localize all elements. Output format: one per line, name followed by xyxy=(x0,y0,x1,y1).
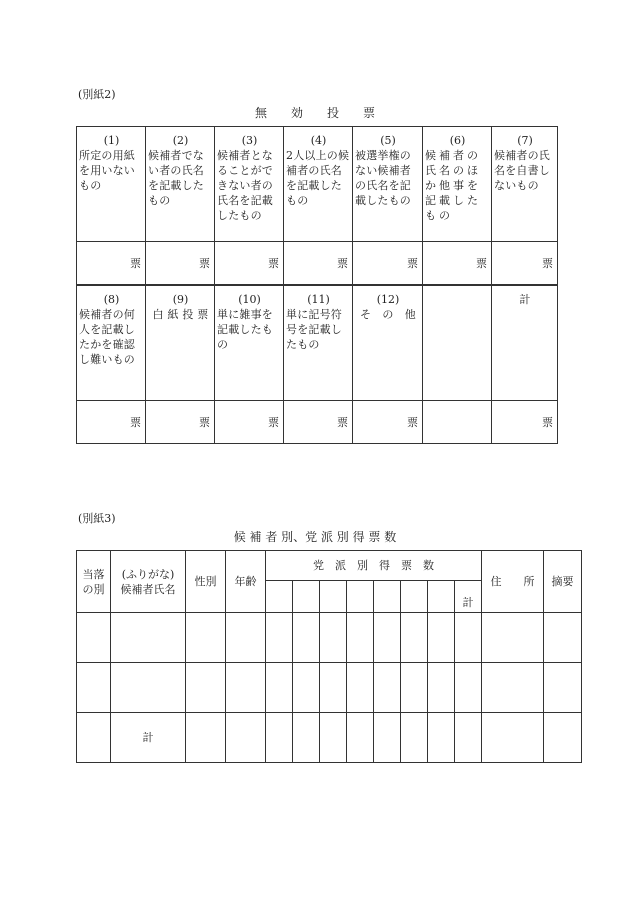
item-number: (5) xyxy=(380,134,396,147)
party-column xyxy=(401,581,428,613)
table-cell xyxy=(347,663,374,713)
table-cell xyxy=(111,613,186,663)
table-cell xyxy=(374,663,401,713)
party-votes-header: 党 派 別 得 票 数 xyxy=(266,551,482,581)
table-cell xyxy=(544,663,582,713)
table-cell xyxy=(353,127,423,242)
item-number: (12) xyxy=(376,293,400,306)
table-cell xyxy=(401,663,428,713)
table-cell xyxy=(320,613,347,663)
section3-label: (別紙3) xyxy=(78,512,116,525)
table-cell xyxy=(215,285,284,401)
table-cell xyxy=(293,613,320,663)
candidate-name-header: (ふりがな)候補者氏名 xyxy=(111,551,186,613)
table-cell xyxy=(186,713,226,763)
age-header: 年齢 xyxy=(226,551,266,613)
table-cell xyxy=(77,127,146,242)
item-description: 単に記号符号を記載したもの xyxy=(286,308,342,351)
table-cell xyxy=(347,613,374,663)
party-column xyxy=(374,581,401,613)
item-number: (4) xyxy=(310,134,327,147)
table-cell xyxy=(226,663,266,713)
vote-count-cell: 票 xyxy=(284,242,353,286)
table-cell xyxy=(320,663,347,713)
table-row xyxy=(77,285,558,401)
vote-count-cell: 票 xyxy=(146,401,215,444)
party-column xyxy=(293,581,320,613)
total-row xyxy=(77,713,582,763)
vote-count-cell xyxy=(423,401,492,444)
table-cell xyxy=(544,713,582,763)
table-cell xyxy=(492,127,558,242)
table-cell xyxy=(428,663,455,713)
table-cell xyxy=(492,285,558,401)
item-number: (9) xyxy=(172,293,189,306)
item-description: 白 紙 投 票 xyxy=(152,308,209,321)
party-total-header: 計 xyxy=(455,581,482,613)
table-cell xyxy=(401,613,428,663)
item-number: (1) xyxy=(103,134,120,147)
section2-label: (別紙2) xyxy=(78,88,116,101)
invalid-votes-table xyxy=(76,126,558,444)
table-cell xyxy=(320,713,347,763)
item-description: 候補者の氏名を自書しないもの xyxy=(494,149,550,192)
table-row xyxy=(77,242,558,286)
table-cell xyxy=(77,663,111,713)
party-column xyxy=(320,581,347,613)
table-cell xyxy=(428,613,455,663)
table-cell xyxy=(77,613,111,663)
table-cell xyxy=(455,613,482,663)
result-header: 当落の別 xyxy=(77,551,111,613)
table-cell xyxy=(353,285,423,401)
item-number: (3) xyxy=(241,134,258,147)
table-cell xyxy=(347,713,374,763)
table-header-row xyxy=(77,551,582,581)
party-column xyxy=(347,581,374,613)
table-cell xyxy=(266,713,293,763)
address-header: 住 所 xyxy=(482,551,544,613)
table-cell xyxy=(186,613,226,663)
table-cell xyxy=(455,663,482,713)
table-cell xyxy=(455,713,482,763)
vote-count-cell: 票 xyxy=(492,242,558,286)
vote-count-cell: 票 xyxy=(215,242,284,286)
table-cell xyxy=(146,127,215,242)
item-description: そ の 他 xyxy=(360,308,416,321)
item-description: 被選挙権のない候補者の氏名を記載したもの xyxy=(355,149,411,207)
vote-count-cell: 票 xyxy=(284,401,353,444)
table-cell xyxy=(293,663,320,713)
item-description: 候補者となることができない者の氏名を記載したもの xyxy=(217,149,273,222)
table-row xyxy=(77,663,582,713)
table-cell xyxy=(284,127,353,242)
vote-count-cell: 票 xyxy=(492,401,558,444)
table-cell xyxy=(215,127,284,242)
table-cell xyxy=(293,713,320,763)
vote-count-cell: 票 xyxy=(353,242,423,286)
item-description: 単に雑事を記載したもの xyxy=(217,308,273,351)
item-description: 候補者の氏名のほか他事を記載したもの xyxy=(425,149,481,222)
table-cell xyxy=(284,285,353,401)
section2-title: 無 効 投 票 xyxy=(254,106,375,120)
vote-count-cell: 票 xyxy=(215,401,284,444)
total-row-label: 計 xyxy=(111,713,186,763)
section3-title: 候 補 者 別、党 派 別 得 票 数 xyxy=(233,530,397,544)
vote-count-cell: 票 xyxy=(146,242,215,286)
table-cell xyxy=(374,613,401,663)
table-cell xyxy=(482,713,544,763)
item-number: (6) xyxy=(449,134,466,147)
table-cell xyxy=(374,713,401,763)
table-cell xyxy=(226,713,266,763)
vote-count-cell: 票 xyxy=(423,242,492,286)
item-description: 所定の用紙を用いないもの xyxy=(79,149,135,192)
table-row xyxy=(77,401,558,444)
votes-by-candidate-table xyxy=(76,550,582,763)
table-cell xyxy=(482,663,544,713)
item-number: (7) xyxy=(517,134,533,147)
table-cell xyxy=(186,663,226,713)
table-cell xyxy=(266,613,293,663)
table-cell xyxy=(77,285,146,401)
item-number: (11) xyxy=(307,293,330,306)
table-row xyxy=(77,127,558,242)
party-column xyxy=(428,581,455,613)
table-cell xyxy=(266,663,293,713)
item-description: 2人以上の候補者の氏名を記載したもの xyxy=(286,149,350,207)
table-cell xyxy=(146,285,215,401)
table-cell xyxy=(226,613,266,663)
item-description: 候補者でない者の氏名を記載したもの xyxy=(148,149,204,207)
vote-count-cell: 票 xyxy=(77,401,146,444)
table-cell xyxy=(423,127,492,242)
vote-count-cell: 票 xyxy=(77,242,146,286)
table-cell xyxy=(423,285,492,401)
total-label: 計 xyxy=(519,293,531,306)
item-description: 候補者の何人を記載したかを確認し難いもの xyxy=(79,308,135,366)
item-number: (8) xyxy=(103,293,120,306)
item-number: (10) xyxy=(238,293,261,306)
table-cell xyxy=(544,613,582,663)
remarks-header: 摘要 xyxy=(544,551,582,613)
party-column xyxy=(266,581,293,613)
table-row xyxy=(77,613,582,663)
table-cell xyxy=(77,713,111,763)
table-cell xyxy=(111,663,186,713)
item-number: (2) xyxy=(172,134,189,147)
gender-header: 性別 xyxy=(186,551,226,613)
table-cell xyxy=(428,713,455,763)
table-cell xyxy=(401,713,428,763)
vote-count-cell: 票 xyxy=(353,401,423,444)
table-cell xyxy=(482,613,544,663)
